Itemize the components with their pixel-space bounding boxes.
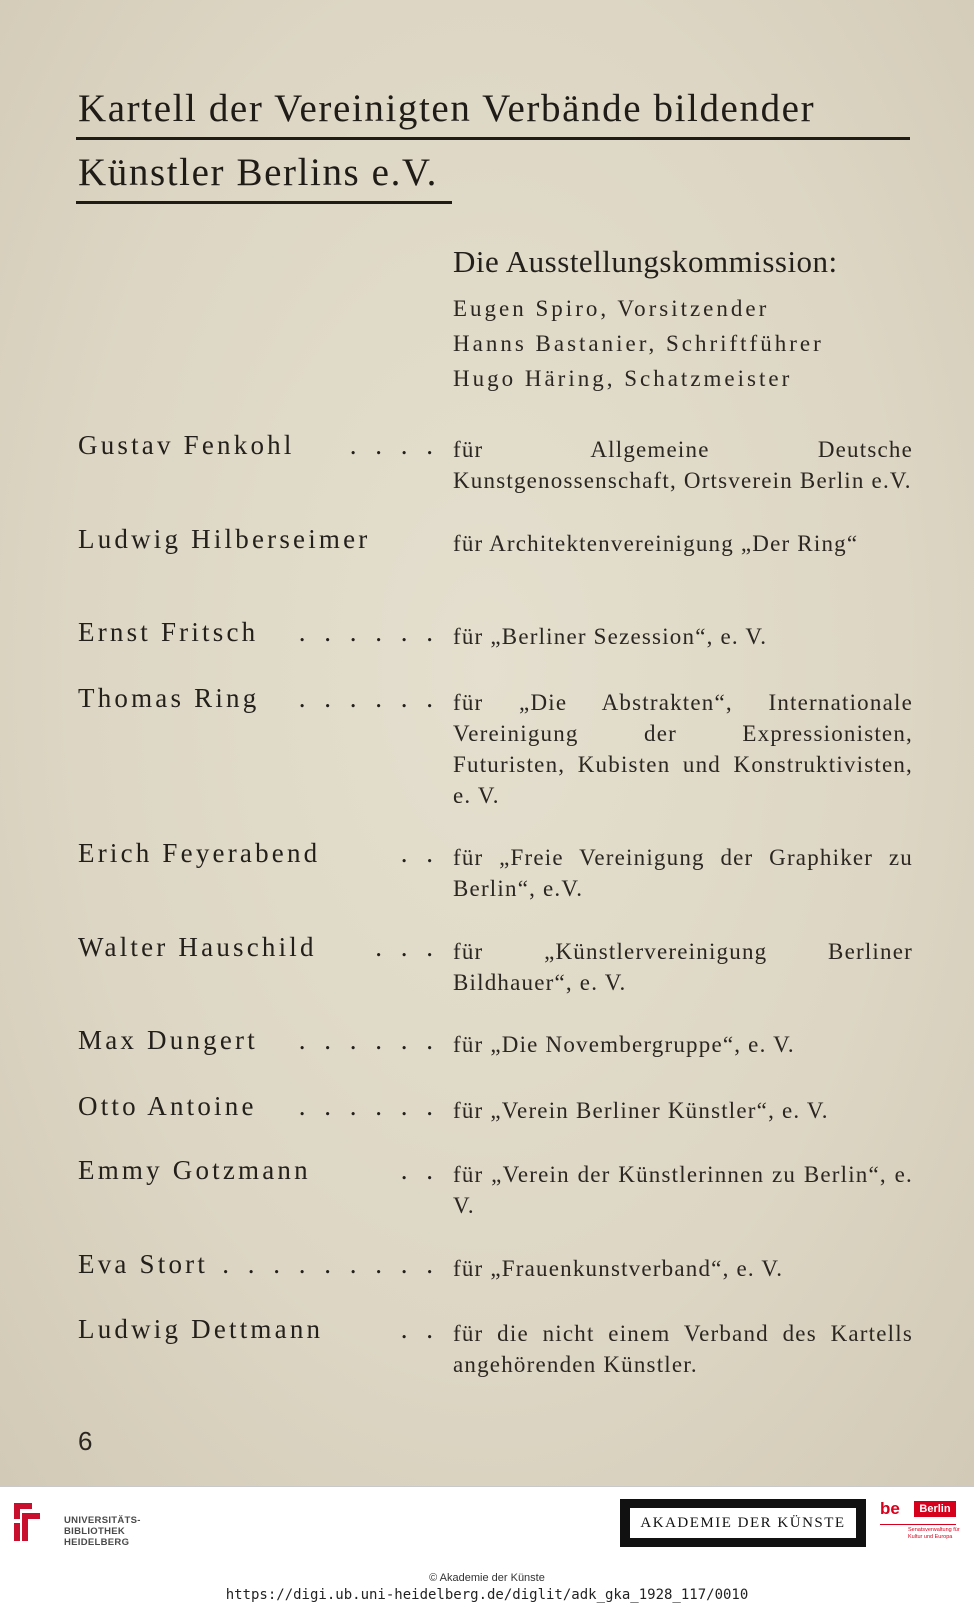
artist-name: Ernst Fritsch: [78, 617, 259, 647]
leader-dots: . .: [400, 1314, 439, 1344]
artist-name: Otto Antoine: [78, 1091, 257, 1121]
association-text: für „Berliner Sezession“, e. V.: [453, 624, 768, 649]
ub-line: UNIVERSITÄTS-: [64, 1515, 141, 1526]
document-title-line-1: Kartell der Vereinigten Verbände bildender: [78, 87, 816, 130]
leader-dots: . .: [400, 838, 439, 868]
association-text: für „Künstlervereinigung Berliner Bildhauer“, e. V.: [453, 939, 913, 995]
source-url-link[interactable]: https://digi.ub.uni-heidelberg.de/diglit/adk_gka_1928_117/0010: [225, 1587, 749, 1603]
leader-dots: . . . .: [349, 430, 439, 460]
page-number: 6: [78, 1426, 93, 1456]
leader-dots: . . .: [375, 932, 439, 962]
berlin-senate-logo[interactable]: [878, 1499, 960, 1549]
commission-member: Hugo Häring, Schatzmeister: [453, 366, 793, 391]
association-text: für „Frauenkunstverband“, e. V.: [453, 1256, 784, 1281]
viewer-footer: [0, 1486, 974, 1607]
leader-dots: . . . . . . . . .: [222, 1249, 439, 1279]
leader-dots: . . . . . .: [298, 1025, 439, 1055]
artist-name: Erich Feyerabend: [78, 838, 321, 868]
ub-line: HEIDELBERG: [64, 1537, 130, 1548]
artist-name: Ludwig Hilberseimer: [78, 524, 371, 554]
ub-wordmark: [64, 1515, 141, 1548]
university-library-logo[interactable]: [10, 1497, 140, 1547]
artist-name: Eva Stort: [78, 1249, 209, 1279]
ub-line: BIBLIOTHEK: [64, 1526, 126, 1537]
document-title-line-2: Künstler Berlins e.V.: [78, 151, 439, 194]
berlin-badge: Berlin: [914, 1501, 956, 1517]
association-text: für „Freie Vereinigung der Graphiker zu Berlin“, e.V.: [453, 845, 913, 901]
commission-heading: Die Ausstellungskommission:: [453, 244, 838, 279]
akademie-der-kuenste-logo[interactable]: [620, 1499, 866, 1547]
title-underline-1: [76, 137, 910, 140]
leader-dots: . . . . . .: [298, 617, 439, 647]
leader-dots: . . . . . .: [298, 683, 439, 713]
artist-name: Walter Hauschild: [78, 932, 317, 962]
copyright-notice: © Akademie der Künste: [429, 1572, 545, 1584]
artist-name: Max Dungert: [78, 1025, 258, 1055]
ub-heidelberg-icon: [10, 1497, 46, 1547]
title-underline-2: [76, 201, 452, 204]
artist-name: Emmy Gotzmann: [78, 1155, 311, 1185]
commission-member: Hanns Bastanier, Schriftführer: [453, 331, 824, 356]
association-text: für die nicht einem Verband des Kartells angehörenden Künstler.: [453, 1321, 913, 1377]
adk-label: AKADEMIE DER KÜNSTE: [630, 1508, 856, 1538]
leader-dots: . .: [400, 1155, 439, 1185]
association-text: für „Die Abstrakten“, Internationale Vereinigung der Expressionisten, Futuristen, Kubisten und Konstruktivisten, e. V.: [453, 690, 913, 808]
artist-name: Ludwig Dettmann: [78, 1314, 324, 1344]
association-text: für „Verein Berliner Künstler“, e. V.: [453, 1098, 829, 1123]
berlin-be-mark: be: [880, 1499, 900, 1518]
artist-name: Thomas Ring: [78, 683, 260, 713]
berlin-subtitle: Senatsverwaltung für Kultur und Europa: [908, 1527, 960, 1540]
berlin-divider: [880, 1524, 956, 1525]
association-text: für „Verein der Künstlerinnen zu Berlin“, e. V.: [453, 1162, 913, 1218]
association-text: für „Die Novembergruppe“, e. V.: [453, 1032, 795, 1057]
leader-dots: . . . . . .: [298, 1091, 439, 1121]
commission-member: Eugen Spiro, Vorsitzender: [453, 296, 770, 321]
artist-name: Gustav Fenkohl: [78, 430, 295, 460]
association-text: für Architektenvereinigung „Der Ring“: [453, 531, 859, 556]
association-text: für Allgemeine Deutsche Kunstgenossenschaft, Ortsverein Berlin e.V.: [453, 437, 913, 493]
